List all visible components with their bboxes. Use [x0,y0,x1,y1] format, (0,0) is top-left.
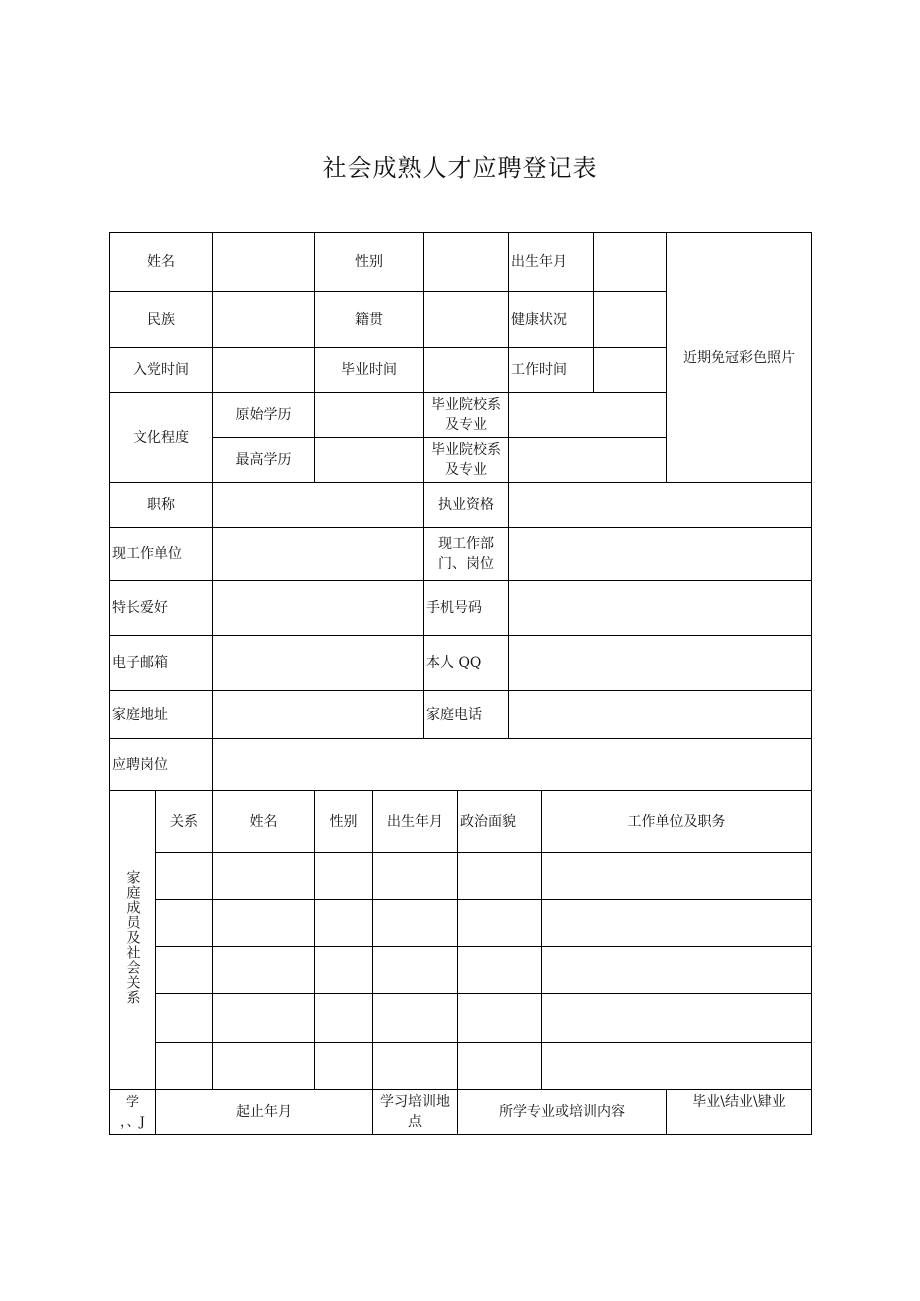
title-field[interactable] [213,483,424,528]
family-row [110,994,812,1043]
row-position [110,739,812,791]
family-row [110,853,812,900]
family-cell[interactable] [542,1043,812,1090]
study-major-label: 所学专业或培训内容 [458,1090,667,1135]
title-label: 职称 [110,483,213,528]
family-row [110,900,812,947]
family-header-relation: 关系 [156,791,213,853]
party-time-label: 入党时间 [110,348,213,393]
home-phone-field[interactable] [509,691,812,739]
family-row [110,1043,812,1090]
qq-label: 本人 QQ [424,636,509,691]
registration-form [109,232,812,1135]
family-cell[interactable] [458,1043,542,1090]
qualification-field[interactable] [509,483,812,528]
family-cell[interactable] [156,1043,213,1090]
family-section-label [110,791,156,1090]
qq-field[interactable] [509,636,812,691]
hobbies-label: 特长爱好 [110,581,213,636]
family-cell[interactable] [373,853,458,900]
row-study-header [110,1090,812,1135]
page-title: 社会成熟人才应聘登记表 [322,154,598,182]
email-field[interactable] [213,636,424,691]
native-place-field[interactable] [424,292,509,348]
family-cell[interactable] [315,1043,373,1090]
name-label: 姓名 [110,233,213,292]
family-cell[interactable] [156,853,213,900]
row-current-unit [110,528,812,581]
education-label: 文化程度 [110,393,213,483]
graduation-time-label: 毕业时间 [315,348,424,393]
family-cell[interactable] [315,853,373,900]
family-cell[interactable] [458,900,542,947]
gender-field[interactable] [424,233,509,292]
name-field[interactable] [213,233,315,292]
family-cell[interactable] [458,947,542,994]
study-status-label: 毕业\结业\肄业 [667,1090,812,1135]
position-label: 应聘岗位 [110,739,213,791]
mobile-label: 手机号码 [424,581,509,636]
family-cell[interactable] [458,853,542,900]
family-cell[interactable] [542,994,812,1043]
family-cell[interactable] [542,853,812,900]
photo-label: 近期免冠彩色照片 [683,349,795,366]
current-unit-label: 现工作单位 [110,528,213,581]
family-cell[interactable] [542,900,812,947]
ethnicity-label: 民族 [110,292,213,348]
highest-degree-field[interactable] [315,438,424,483]
hobbies-field[interactable] [213,581,424,636]
ethnicity-field[interactable] [213,292,315,348]
original-degree-field[interactable] [315,393,424,438]
family-cell[interactable] [373,994,458,1043]
address-field[interactable] [213,691,424,739]
home-phone-label: 家庭电话 [424,691,509,739]
family-cell[interactable] [156,994,213,1043]
gender-label: 性别 [315,233,424,292]
school-major-label-2: 毕业院校系及专业 [424,438,509,483]
health-label: 健康状况 [509,292,594,348]
school-major-field-1[interactable] [509,393,667,438]
health-field[interactable] [594,292,667,348]
mobile-field[interactable] [509,581,812,636]
study-location-label: 学习培训地点 [373,1090,458,1135]
position-field[interactable] [213,739,812,791]
family-cell[interactable] [458,994,542,1043]
school-major-field-2[interactable] [509,438,667,483]
study-section-label [110,1090,156,1135]
graduation-time-field[interactable] [424,348,509,393]
row-name [110,233,812,292]
family-cell[interactable] [373,1043,458,1090]
qualification-label: 执业资格 [424,483,509,528]
work-time-label: 工作时间 [509,348,594,393]
family-header-politics: 政治面貌 [458,791,542,853]
native-place-label: 籍贯 [315,292,424,348]
row-email [110,636,812,691]
highest-degree-label: 最高学历 [213,438,315,483]
family-header-name: 姓名 [213,791,315,853]
family-header-work: 工作单位及职务 [542,791,812,853]
family-section-text: 家庭成员及社会关系 [124,869,141,1005]
row-family-header [110,791,812,853]
family-cell[interactable] [156,947,213,994]
family-cell[interactable] [213,947,315,994]
current-dept-field[interactable] [509,528,812,581]
family-cell[interactable] [315,900,373,947]
family-cell[interactable] [315,947,373,994]
family-cell[interactable] [373,900,458,947]
work-time-field[interactable] [594,348,667,393]
family-header-gender: 性别 [315,791,373,853]
family-cell[interactable] [373,947,458,994]
family-cell[interactable] [213,1043,315,1090]
family-cell[interactable] [213,994,315,1043]
family-cell[interactable] [542,947,812,994]
original-degree-label: 原始学历 [213,393,315,438]
study-period-label: 起止年月 [156,1090,373,1135]
current-unit-field[interactable] [213,528,424,581]
study-section-text: 学 ，、J [120,1095,145,1130]
address-label: 家庭地址 [110,691,213,739]
family-cell[interactable] [213,900,315,947]
party-time-field[interactable] [213,348,315,393]
email-label: 电子邮箱 [110,636,213,691]
family-cell[interactable] [213,853,315,900]
row-title [110,483,812,528]
birth-label: 出生年月 [509,233,594,292]
photo-area[interactable] [667,233,812,483]
family-row [110,947,812,994]
row-hobbies [110,581,812,636]
school-major-label-1: 毕业院校系及专业 [424,393,509,438]
birth-field[interactable] [594,233,667,292]
row-address [110,691,812,739]
family-cell[interactable] [156,900,213,947]
family-header-birth: 出生年月 [373,791,458,853]
family-cell[interactable] [315,994,373,1043]
current-dept-label: 现工作部门、岗位 [424,528,509,581]
